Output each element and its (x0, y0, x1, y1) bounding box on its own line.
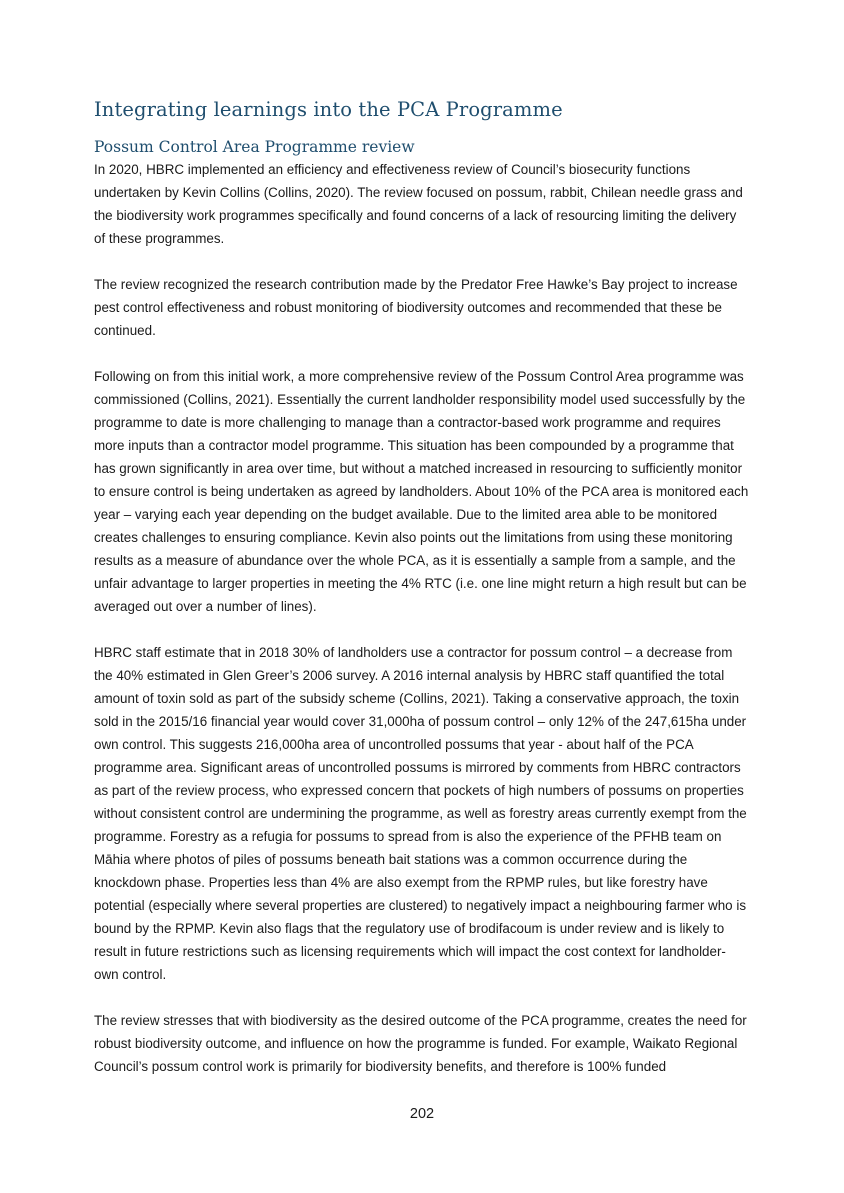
subsection-heading: Possum Control Area Programme review (94, 138, 415, 156)
paragraph-5: The review stresses that with biodiversity as the desired outcome of the PCA programme, creates the need for robust biodiversity outcome, and influence on how the programme is funded. For example, Waikato Regional Council’s possum control work is primarily for biodiversity benefits, and therefore is 100% funded (94, 1013, 747, 1074)
section-heading: Integrating learnings into the PCA Programme (94, 98, 563, 121)
page-number: 202 (409, 1106, 435, 1122)
paragraph-2: The review recognized the research contribution made by the Predator Free Hawke’s Bay project to increase pest control effectiveness and robust monitoring of biodiversity outcomes and recommended that these be continued. (94, 277, 738, 338)
paragraph-4: HBRC staff estimate that in 2018 30% of landholders use a contractor for possum control – a decrease from the 40% estimated in Glen Greer’s 2006 survey. A 2016 internal analysis by HBRC staff quantified the total amount of toxin sold as part of the subsidy scheme (Collins, 2021). Taking a conservative approach, the toxin sold in the 2015/16 financial year would cover 31,000ha of possum control – only 12% of the 247,615ha under own control. This suggests 216,000ha area of uncontrolled possums that year - about half of the PCA programme area. Significant areas of uncontrolled possums is mirrored by comments from HBRC contractors as part of the review process, who expressed concern that pockets of high numbers of possums on properties without consistent control are undermining the programme, as well as forestry areas currently exempt from the programme. Forestry as a refugia for possums to spread from is also the experience of the PFHB team on Māhia where photos of piles of possums beneath bait stations was a common occurrence during the knockdown phase. Properties less than 4% are also exempt from the RPMP rules, but like forestry have potential (especially where several properties are clustered) to negatively impact a neighbouring farmer who is bound by the RPMP. Kevin also flags that the regulatory use of brodifacoum is under review and is likely to result in future restrictions such as licensing requirements which will impact the cost context for landholder-own control. (94, 645, 747, 982)
document-body (94, 96, 750, 1078)
paragraph-3: Following on from this initial work, a more comprehensive review of the Possum Control Area programme was commissioned (Collins, 2021). Essentially the current landholder responsibility model used successfully by the programme to date is more challenging to manage than a contractor-based work programme and requires more inputs than a contractor model programme. This situation has been compounded by a programme that has grown significantly in area over time, but without a matched increased in resourcing to sufficiently monitor to ensure control is being undertaken as agreed by landholders. About 10% of the PCA area is monitored each year – varying each year depending on the budget available. Due to the limited area able to be monitored creates challenges to ensuring compliance. Kevin also points out the limitations from using these monitoring results as a measure of abundance over the whole PCA, as it is essentially a sample from a sample, and the unfair advantage to larger properties in meeting the 4% RTC (i.e. one line might return a high result but can be averaged out over a number of lines). (94, 369, 749, 614)
paragraph-1: In 2020, HBRC implemented an efficiency and effectiveness review of Council’s biosecurity functions undertaken by Kevin Collins (Collins, 2020). The review focused on possum, rabbit, Chilean needle grass and the biodiversity work programmes specifically and found concerns of a lack of resourcing limiting the delivery of these programmes. (94, 162, 743, 246)
